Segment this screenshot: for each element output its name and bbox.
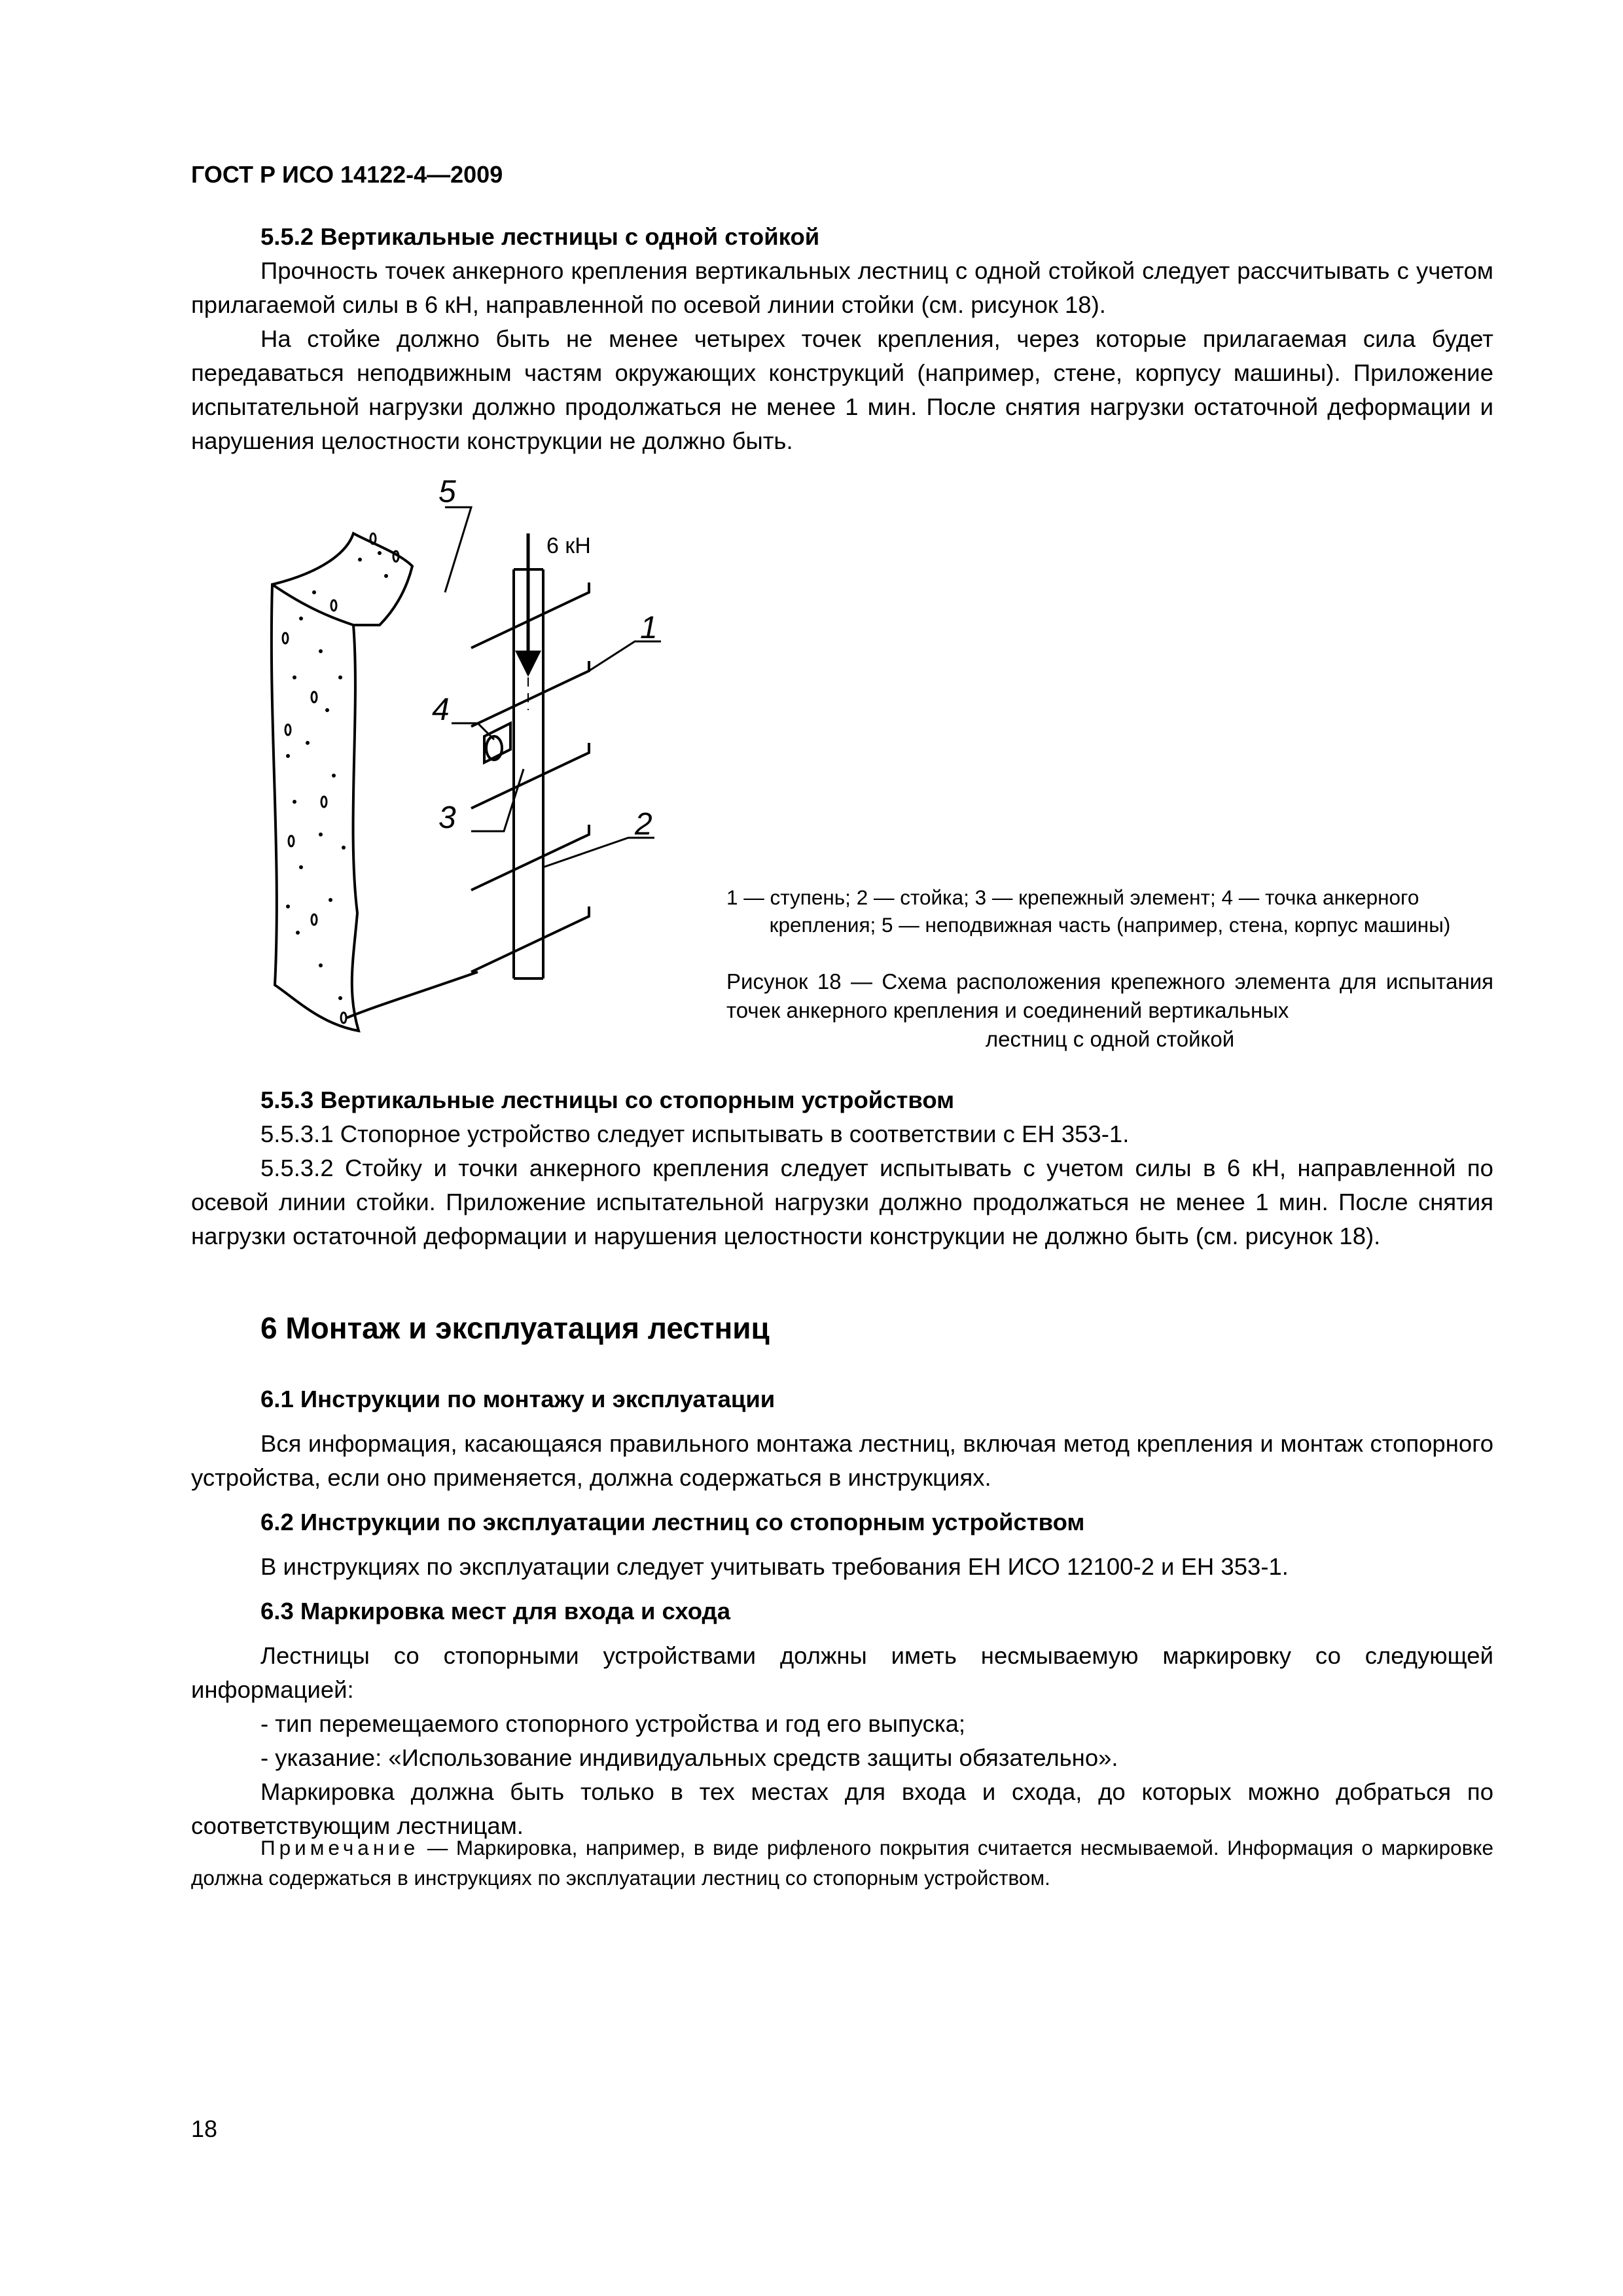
legend-line: крепления; 5 — неподвижная часть (например, стена, корпус машины) xyxy=(769,913,1451,937)
note-text: — Маркировка, например, в виде рифленого покрытия считается несмываемой. Информация о маркировке должна содержаться в инструкциях по эксплуатации лестниц со стопорным устройством. xyxy=(191,1836,1493,1890)
leader-1 xyxy=(589,641,661,671)
label-5: 5 xyxy=(438,475,456,509)
caption-text: лестниц с одной стойкой xyxy=(985,1027,1235,1051)
figure-caption xyxy=(726,967,1493,1054)
label-4: 4 xyxy=(432,692,450,727)
section-heading: 5.5.3 Вертикальные лестницы со стопорным устройством xyxy=(260,1086,955,1113)
label-3: 3 xyxy=(438,800,456,835)
paragraph: 5.5.3.2 Стойку и точки анкерного крепления следует испытывать с учетом силы в 6 кН, направленной по осевой линии стойки. Приложение испытательной нагрузки должно продолжаться не менее 1 мин. После снятия нагрузки остаточной деформации и нарушения целостности конструкции не должно быть (см. рисунок 18). xyxy=(191,1155,1493,1249)
wall-outline xyxy=(272,533,412,1031)
subsection-heading: 6.1 Инструкции по монтажу и эксплуатации xyxy=(260,1386,776,1412)
paragraph: 5.5.3.1 Стопорное устройство следует испытывать в соответствии с ЕН 353-1. xyxy=(260,1121,1130,1147)
section-5-5-2 xyxy=(191,220,1493,458)
list-item: - указание: «Использование индивидуальных средств защиты обязательно». xyxy=(260,1744,1118,1771)
fastening-element xyxy=(484,723,510,762)
subsection-heading: 6.2 Инструкции по эксплуатации лестниц со стопорным устройством xyxy=(260,1509,1085,1535)
wall-bottom-stroke xyxy=(347,972,478,1018)
figure-18-diagram xyxy=(249,461,681,1064)
force-label: 6 кН xyxy=(546,533,591,558)
wall-edge xyxy=(272,584,353,625)
paragraph: В инструкциях по эксплуатации следует учитывать требования ЕН ИСО 12100-2 и ЕН 353-1. xyxy=(260,1553,1289,1580)
legend-line: 1 — ступень; 2 — стойка; 3 — крепежный элемент; 4 — точка анкерного xyxy=(726,886,1419,909)
section-heading: 6 Монтаж и эксплуатация лестниц xyxy=(260,1311,770,1345)
paragraph: Маркировка должна быть только в тех местах для входа и схода, до которых можно добраться по соответствующим лестницам. xyxy=(191,1778,1493,1839)
leader-3 xyxy=(471,769,524,831)
paragraph: Лестницы со стопорными устройствами должны иметь несмываемую маркировку со следующей информацией: xyxy=(191,1642,1493,1703)
paragraph: На стойке должно быть не менее четырех точек крепления, через которые прилагаемая сила будет передаваться неподвижным частям окружающих конструкций (например, стене, корпусу машины). Приложение испытательной нагрузки должно продолжаться не менее 1 мин. После снятия нагрузки остаточной деформации и нарушения целостности конструкции не должно быть. xyxy=(191,325,1493,454)
figure-legend xyxy=(726,884,1493,939)
page-number: 18 xyxy=(191,2115,218,2142)
ladder-rungs xyxy=(471,583,589,972)
label-2: 2 xyxy=(635,807,652,842)
list-item: - тип перемещаемого стопорного устройства и год его выпуска; xyxy=(260,1710,966,1737)
paragraph: Вся информация, касающаяся правильного монтажа лестниц, включая метод крепления и монтаж стопорного устройства, если оно применяется, должна содержаться в инструкциях. xyxy=(191,1430,1493,1491)
leader-2 xyxy=(543,838,654,867)
section-heading: 5.5.2 Вертикальные лестницы с одной стойкой xyxy=(260,223,820,250)
section-5-5-3 xyxy=(191,1083,1493,1253)
note xyxy=(191,1833,1493,1893)
paragraph: Прочность точек анкерного крепления вертикальных лестниц с одной стойкой следует рассчитывать с учетом прилагаемой силы в 6 кН, направленной по осевой линии стойки (см. рисунок 18). xyxy=(191,257,1493,318)
note-label: Примечание xyxy=(260,1836,419,1859)
label-1: 1 xyxy=(640,611,658,645)
caption-text: Рисунок 18 — Схема расположения крепежного элемента для испытания точек анкерного крепления и соединений вертикальных xyxy=(726,969,1493,1022)
section-6 xyxy=(191,1382,1493,1843)
subsection-heading: 6.3 Маркировка мест для входа и схода xyxy=(260,1598,731,1624)
leader-5 xyxy=(445,507,471,592)
document-header: ГОСТ Р ИСО 14122-4—2009 xyxy=(191,161,503,188)
